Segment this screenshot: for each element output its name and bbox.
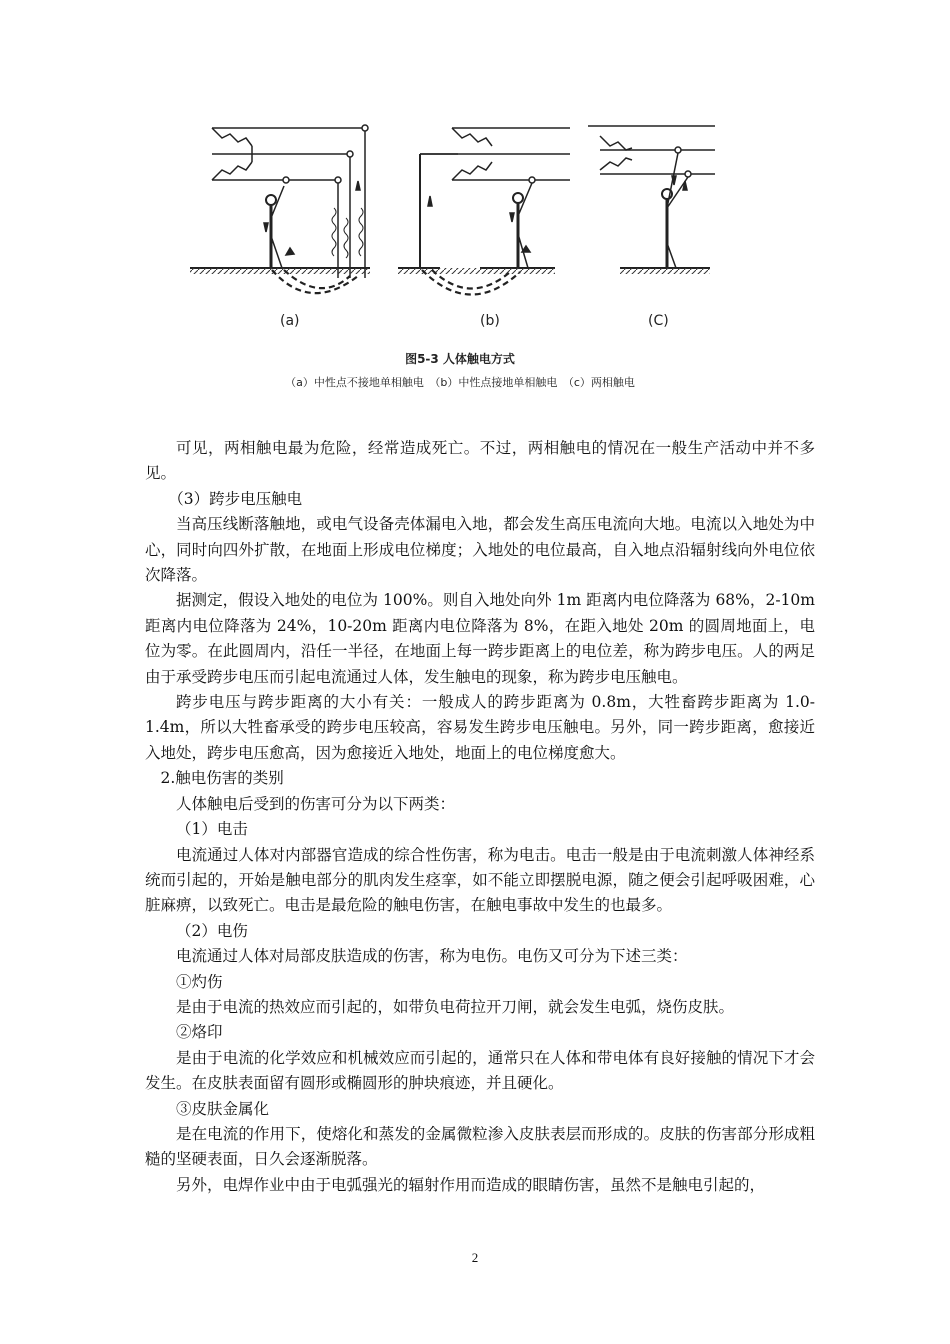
paragraph: 据测定，假设入地处的电位为 100%。则自入地处向外 1m 距离内电位降落为 68%，2-10m 距离内电位降落为 24%，10-20m 距离内电位降落为 8%，在距入地处 20m 的圆周地面上，电位为零。在此圆周内，沿任一半径，在地面上每一跨步距离上的电位差，称为跨步电压。人的两足由于承受跨步电压而引起电流通过人体，发生触电的现象，称为跨步电压触电。 xyxy=(145,591,815,686)
body-text xyxy=(145,436,815,1198)
paragraph: 电流通过人体对内部器官造成的综合性伤害，称为电击。电击一般是由于电流刺激人体神经系统而引起的，开始是触电部分的肌肉发生痉挛，如不能立即摆脱电源，随之便会引起呼吸困难，心脏麻痹，以致死亡。电击是最危险的触电伤害，在触电事故中发生的也最多。 xyxy=(145,845,815,915)
paragraph: 另外，电焊作业中由于电弧强光的辐射作用而造成的眼睛伤害，虽然不是触电引起的， xyxy=(176,1175,766,1194)
section-heading: 2.触电伤害的类别 xyxy=(160,769,284,788)
figure-subtitle: （a）中性点不接地单相触电 （b）中性点接地单相触电 （c）两相触电 xyxy=(285,376,635,389)
page-number: 2 xyxy=(471,1250,479,1265)
section-heading: ③皮肤金属化 xyxy=(176,1099,270,1118)
paragraph: 是在电流的作用下，使熔化和蒸发的金属微粒渗入皮肤表层而形成的。皮肤的伤害部分形成粗糙的坚硬表面，日久会逐渐脱落。 xyxy=(145,1124,815,1169)
section-heading: ①灼伤 xyxy=(176,972,223,991)
diagram-a xyxy=(190,125,370,293)
section-heading: ②烙印 xyxy=(176,1023,223,1042)
paragraph: 是由于电流的热效应而引起的，如带负电荷拉开刀闸，就会发生电弧，烧伤皮肤。 xyxy=(176,997,735,1016)
figure-label-b: (b) xyxy=(480,313,500,329)
figure-title: 图5-3 人体触电方式 xyxy=(405,352,515,366)
section-heading: （2）电伤 xyxy=(176,921,248,940)
section-heading: （3）跨步电压触电 xyxy=(168,489,303,508)
diagram-b xyxy=(398,128,570,295)
figure-label-a: (a) xyxy=(280,313,300,329)
paragraph: 可见，两相触电最为危险，经常造成死亡。不过，两相触电的情况在一般生产活动中并不多见。 xyxy=(145,439,815,483)
diagram-c xyxy=(588,126,715,274)
figure-label-c: (C) xyxy=(648,313,669,329)
figure-5-3 xyxy=(180,108,740,408)
section-heading: （1）电击 xyxy=(176,820,248,839)
paragraph: 人体触电后受到的伤害可分为以下两类： xyxy=(176,794,456,813)
paragraph: 是由于电流的化学效应和机械效应而引起的，通常只在人体和带电体有良好接触的情况下才会发生。在皮肤表面留有圆形或椭圆形的肿块痕迹，并且硬化。 xyxy=(145,1048,815,1093)
paragraph: 电流通过人体对局部皮肤造成的伤害，称为电伤。电伤又可分为下述三类： xyxy=(176,947,688,966)
paragraph: 当高压线断落触地，或电气设备壳体漏电入地，都会发生高压电流向大地。电流以入地处为中心，同时向四外扩散，在地面上形成电位梯度；入地处的电位最高，自入地点沿辐射线向外电位依次降落。 xyxy=(145,515,815,585)
paragraph: 跨步电压与跨步距离的大小有关：一般成人的跨步距离为 0.8m，大牲畜跨步距离为 1.0-1.4m，所以大牲畜承受的跨步电压较高，容易发生跨步电压触电。另外，同一跨步距离，愈接近入地处，跨步电压愈高，因为愈接近入地处，地面上的电位梯度愈大。 xyxy=(145,693,815,762)
